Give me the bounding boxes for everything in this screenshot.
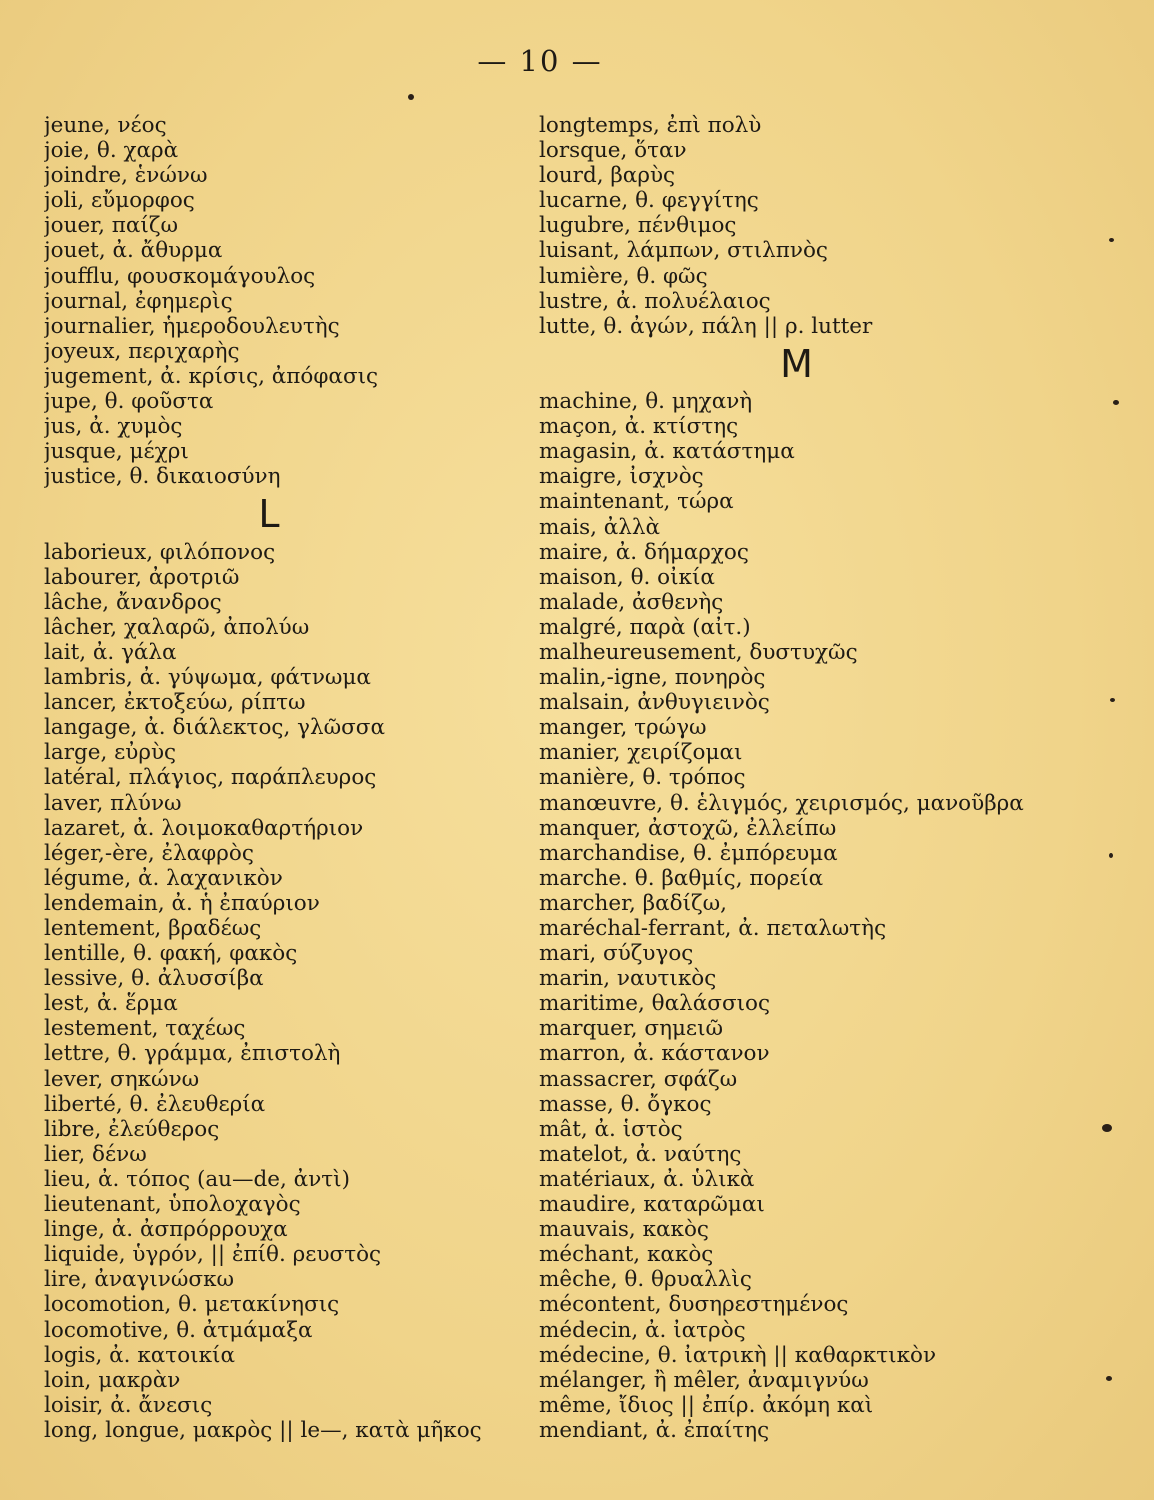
right-dictionary-entry: lourd, βαρὺς	[539, 163, 676, 189]
ink-speck	[1109, 853, 1113, 858]
right-dictionary-entry: maritime, θαλάσσιος	[539, 991, 771, 1017]
right-dictionary-entry: méchant, κακὸς	[539, 1242, 714, 1268]
left-dictionary-entry: liberté, θ. ἐλευθερία	[44, 1091, 266, 1117]
left-dictionary-entry: libre, ἐλεύθερος	[44, 1116, 220, 1142]
left-dictionary-entry: lieu, ἀ. τόπος (au—de, ἀντὶ)	[44, 1166, 350, 1192]
right-dictionary-entry: manier, χειρίζομαι	[539, 740, 743, 766]
right-dictionary-entry: maréchal-ferrant, ἀ. πεταλωτὴς	[539, 916, 887, 941]
right-dictionary-entry: maison, θ. οἰκία	[539, 564, 715, 590]
right-dictionary-entry: médecine, θ. ἰατρικὴ || καθαρκτικὸν	[539, 1342, 937, 1368]
right-dictionary-entry: manquer, ἀστοχῶ, ἐλλείπω	[539, 815, 837, 841]
right-dictionary-entry: mât, ἀ. ἱστὸς	[539, 1116, 683, 1142]
left-dictionary-entry: joufflu, φουσκομάγουλος	[44, 263, 316, 289]
right-dictionary-entry: maigre, ἰσχνὸς	[539, 464, 704, 490]
right-dictionary-entry: malsain, ἀνθυγιεινὸς	[539, 690, 770, 716]
left-dictionary-entry: lire, ἀναγινώσκω	[44, 1267, 235, 1293]
right-dictionary-entry: mendiant, ἀ. ἐπαίτης	[539, 1417, 770, 1443]
left-dictionary-entry: jouer, παίζω	[44, 213, 179, 239]
left-dictionary-entry: lendemain, ἀ. ἡ ἐπαύριον	[44, 890, 320, 916]
ink-speck	[1102, 1124, 1112, 1132]
left-dictionary-entry: linge, ἀ. ἀσπρόρρουχα	[44, 1217, 288, 1243]
left-dictionary-entry: joindre, ἑνώνω	[44, 163, 208, 189]
right-dictionary-entry: mauvais, κακὸς	[539, 1217, 709, 1243]
right-dictionary-entry: luisant, λάμπων, στιλπνὸς	[539, 238, 828, 264]
right-dictionary-entry: marchandise, θ. ἐμπόρευμα	[539, 840, 838, 866]
left-dictionary-entry: léger,-ère, ἐλαφρὸς	[44, 840, 254, 866]
left-dictionary-entry: locomotive, θ. ἀτμάμαξα	[44, 1317, 313, 1343]
page-number: — 10 —	[477, 44, 603, 78]
left-dictionary-entry: lambris, ἀ. γύψωμα, φάτνωμα	[44, 665, 371, 691]
right-dictionary-entry: mélanger, ἢ mêler, ἀναμιγνύω	[539, 1367, 869, 1393]
left-dictionary-entry: lâcher, χαλαρῶ, ἀπολύω	[44, 614, 310, 640]
right-dictionary-entry: manière, θ. τρόπος	[539, 765, 746, 791]
left-dictionary-entry: jeune, νέος	[44, 113, 167, 138]
right-dictionary-entry: malgré, παρὰ (αἰτ.)	[539, 614, 751, 640]
right-dictionary-entry: lugubre, πένθιμος	[539, 213, 737, 239]
left-dictionary-entry: lettre, θ. γράμμα, ἐπιστολὴ	[44, 1041, 341, 1067]
left-dictionary-entry: locomotion, θ. μετακίνησις	[44, 1292, 340, 1318]
left-dictionary-entry: jouet, ἀ. ἄθυρμα	[44, 238, 223, 264]
section-letter-heading: L	[258, 492, 280, 537]
left-dictionary-entry: large, εὐρὺς	[44, 740, 177, 766]
right-dictionary-entry: mais, ἀλλὰ	[539, 514, 661, 540]
left-dictionary-entry: loin, μακρὰν	[44, 1367, 181, 1393]
ink-speck	[1109, 238, 1114, 242]
left-dictionary-entry: justice, θ. δικαιοσύνη	[44, 464, 281, 490]
left-dictionary-entry: lest, ἀ. ἕρμα	[44, 991, 178, 1017]
left-dictionary-entry: logis, ἀ. κατοικία	[44, 1342, 235, 1368]
right-dictionary-entry: massacrer, σφάζω	[539, 1066, 738, 1092]
right-dictionary-entry: lumière, θ. φῶς	[539, 263, 708, 289]
ink-speck	[1110, 698, 1115, 702]
left-dictionary-entry: lâche, ἄνανδρος	[44, 589, 222, 615]
right-dictionary-entry: marron, ἀ. κάστανον	[539, 1041, 770, 1067]
right-dictionary-entry: marquer, σημειῶ	[539, 1016, 724, 1042]
left-dictionary-entry: lessive, θ. ἀλυσσίβα	[44, 966, 264, 992]
left-dictionary-entry: lait, ἀ. γάλα	[44, 639, 177, 665]
left-dictionary-entry: joie, θ. χαρὰ	[44, 138, 179, 164]
ink-speck	[408, 94, 414, 100]
left-dictionary-entry: journal, ἐφημερὶς	[44, 288, 233, 314]
left-dictionary-entry: long, longue, μακρὸς || le—, κατὰ μῆκος	[44, 1417, 482, 1443]
right-dictionary-entry: malheureusement, δυστυχῶς	[539, 639, 858, 665]
right-dictionary-entry: marche. θ. βαθμίς, πορεία	[539, 865, 824, 891]
right-dictionary-entry: maintenant, τώρα	[539, 489, 734, 515]
right-dictionary-entry: longtemps, ἐπὶ πολὺ	[539, 113, 762, 138]
left-dictionary-entry: joli, εὔμορφος	[44, 188, 195, 214]
left-dictionary-entry: labourer, ἀροτριῶ	[44, 564, 240, 590]
right-dictionary-entry: masse, θ. ὄγκος	[539, 1091, 712, 1117]
right-dictionary-entry: lustre, ἀ. πολυέλαιος	[539, 288, 771, 314]
left-dictionary-entry: légume, ἀ. λαχανικὸν	[44, 865, 283, 891]
left-dictionary-entry: journalier, ἡμεροδουλευτὴς	[44, 313, 340, 339]
right-dictionary-entry: marin, ναυτικὸς	[539, 966, 717, 992]
ink-speck	[1106, 1376, 1112, 1381]
right-dictionary-entry: lucarne, θ. φεγγίτης	[539, 188, 759, 214]
left-dictionary-entry: lazaret, ἀ. λοιμοκαθαρτήριον	[44, 815, 364, 841]
right-dictionary-entry: mécontent, δυσηρεστημένος	[539, 1292, 849, 1318]
right-dictionary-entry: lutte, θ. ἀγών, πάλη || ρ. lutter	[539, 313, 873, 339]
left-dictionary-entry: lentement, βραδέως	[44, 916, 262, 941]
left-dictionary-entry: joyeux, περιχαρὴς	[44, 338, 240, 364]
left-column	[44, 113, 534, 1443]
left-dictionary-entry: lier, δένω	[44, 1141, 147, 1167]
left-dictionary-entry: lieutenant, ὑπολοχαγὸς	[44, 1192, 301, 1218]
right-dictionary-entry: magasin, ἀ. κατάστημα	[539, 439, 795, 465]
section-letter-heading: M	[780, 341, 813, 386]
left-dictionary-entry: latéral, πλάγιος, παράπλευρος	[44, 765, 377, 791]
right-dictionary-entry: malade, ἀσθενὴς	[539, 589, 724, 615]
left-dictionary-entry: liquide, ὑγρόν, || ἐπίθ. ρευστὸς	[44, 1242, 382, 1268]
right-dictionary-entry: matériaux, ἀ. ὑλικὰ	[539, 1166, 755, 1192]
right-dictionary-entry: médecin, ἀ. ἰατρὸς	[539, 1317, 746, 1343]
right-dictionary-entry: marcher, βαδίζω,	[539, 890, 728, 916]
right-dictionary-entry: manœuvre, θ. ἑλιγμός, χειρισμός, μανοῦβρα	[539, 790, 1024, 816]
left-dictionary-entry: lever, σηκώνω	[44, 1066, 200, 1092]
left-dictionary-entry: jus, ἀ. χυμὸς	[44, 414, 183, 440]
right-column	[539, 113, 1079, 1443]
left-dictionary-entry: lestement, ταχέως	[44, 1016, 246, 1042]
left-dictionary-entry: laver, πλύνω	[44, 790, 182, 816]
left-dictionary-entry: lancer, ἐκτοξεύω, ρίπτω	[44, 690, 306, 716]
right-dictionary-entry: malin,-igne, πονηρὸς	[539, 665, 766, 691]
right-dictionary-entry: maçon, ἀ. κτίστης	[539, 414, 739, 440]
left-dictionary-entry: jugement, ἀ. κρίσις, ἀπόφασις	[44, 363, 379, 389]
left-dictionary-entry: laborieux, φιλόπονος	[44, 539, 276, 565]
right-dictionary-entry: machine, θ. μηχανὴ	[539, 389, 753, 415]
left-dictionary-entry: jupe, θ. φοῦστα	[44, 389, 214, 415]
right-dictionary-entry: manger, τρώγω	[539, 715, 707, 741]
right-dictionary-entry: même, ἴδιος || ἐπίρ. ἀκόμη καὶ	[539, 1392, 874, 1418]
right-dictionary-entry: matelot, ἀ. ναύτης	[539, 1141, 742, 1167]
right-dictionary-entry: mêche, θ. θρυαλλὶς	[539, 1267, 752, 1293]
right-dictionary-entry: lorsque, ὅταν	[539, 138, 687, 164]
left-dictionary-entry: jusque, μέχρι	[44, 439, 189, 465]
left-dictionary-entry: loisir, ἀ. ἄνεσις	[44, 1392, 213, 1418]
right-dictionary-entry: maire, ἀ. δήμαρχος	[539, 539, 749, 565]
left-dictionary-entry: lentille, θ. φακή, φακὸς	[44, 941, 298, 967]
left-dictionary-entry: langage, ἀ. διάλεκτος, γλῶσσα	[44, 715, 385, 741]
ink-speck	[1113, 400, 1119, 405]
right-dictionary-entry: mari, σύζυγος	[539, 941, 694, 967]
right-dictionary-entry: maudire, καταρῶμαι	[539, 1192, 765, 1218]
